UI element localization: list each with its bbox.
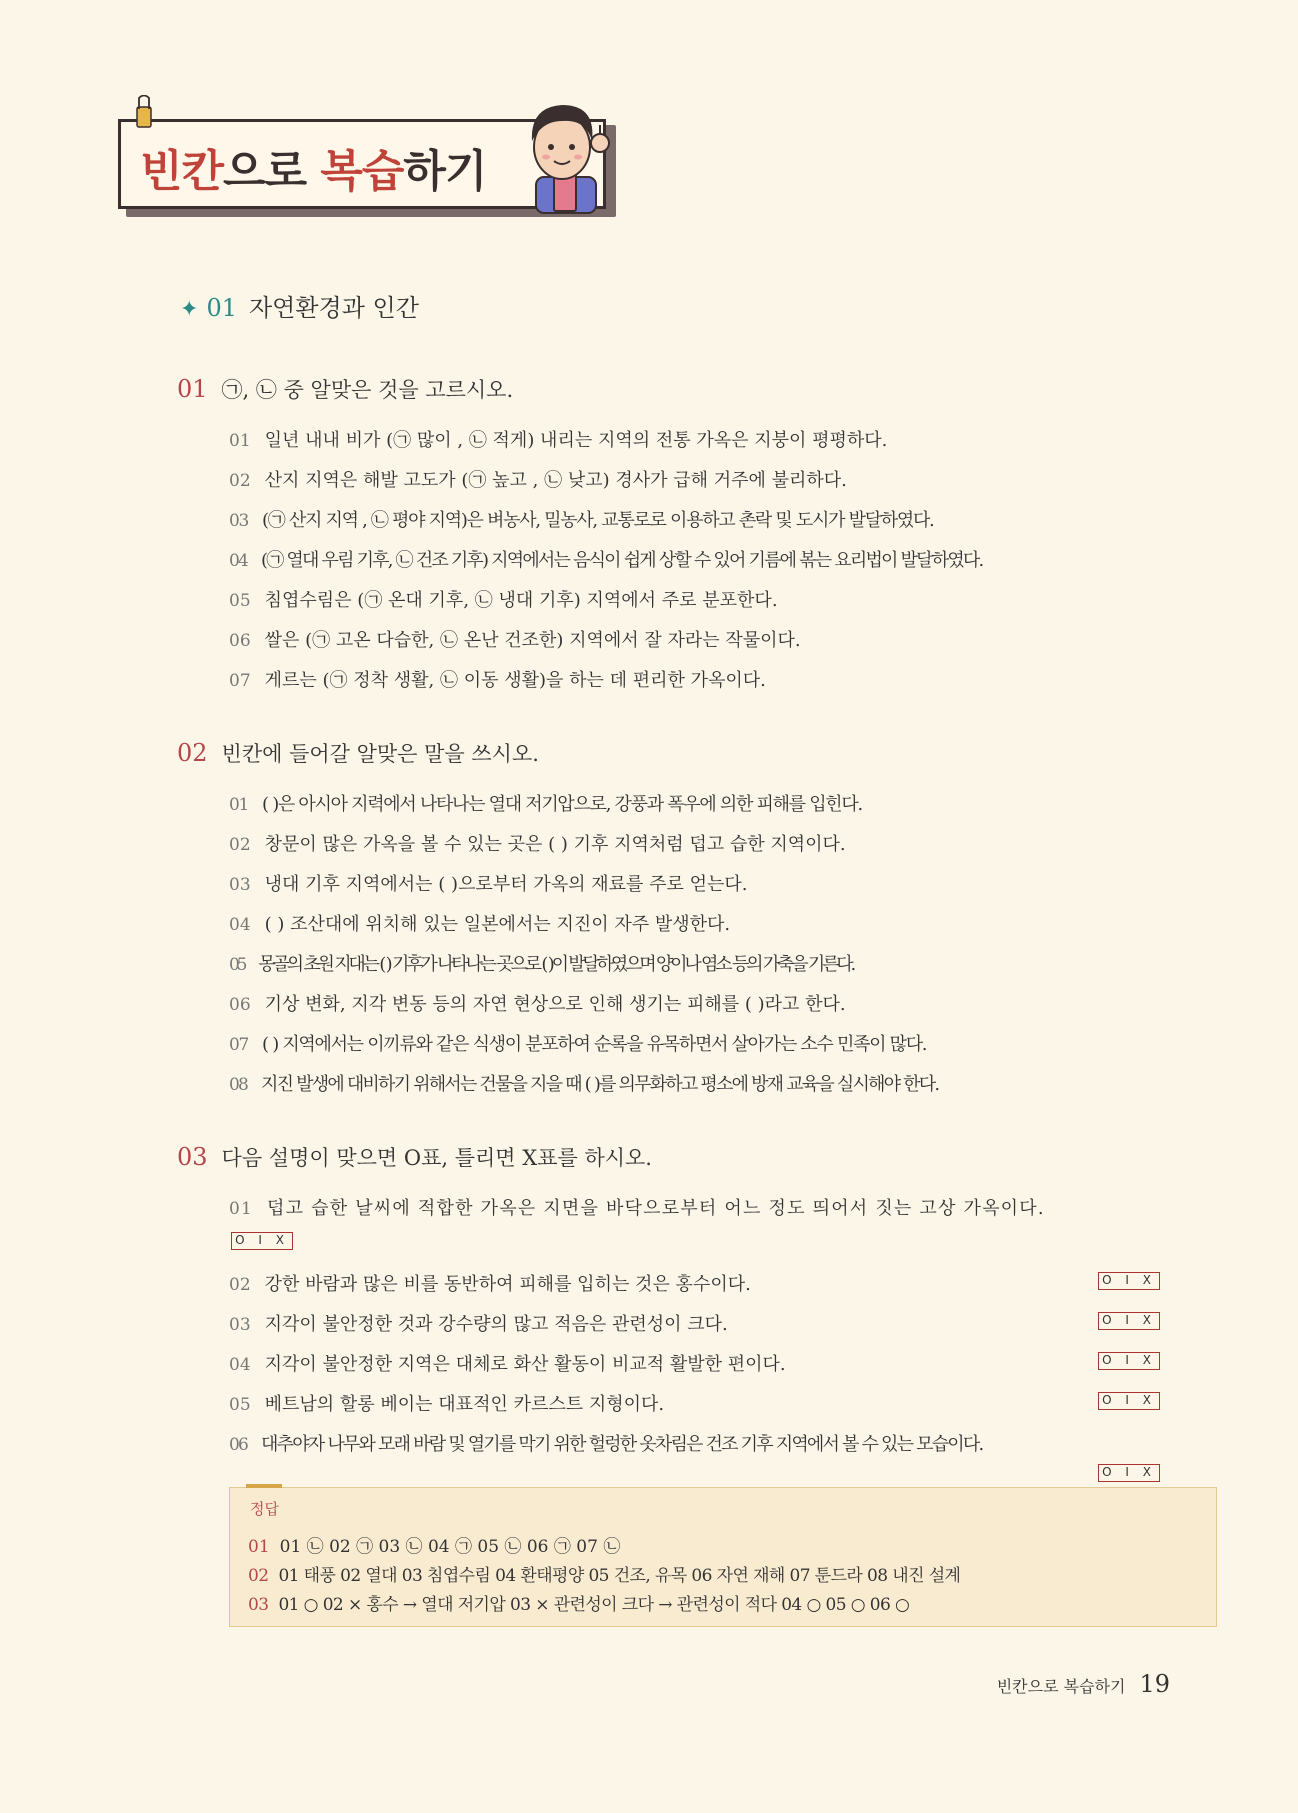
item-text: 게르는 (㉠ 정착 생활, ㉡ 이동 생활)을 하는 데 편리한 가옥이다. xyxy=(264,670,766,691)
answer-key-box xyxy=(229,1487,1217,1627)
item-text: (㉠ 산지 지역 , ㉡ 평야 지역)은 벼농사, 밀농사, 교통로로 이용하고 촌락 및 도시가 발달하였다. xyxy=(262,510,934,531)
section-number: 01 xyxy=(206,294,237,322)
q1-item-01 xyxy=(229,426,1169,452)
ox-answer-box-03[interactable]: O I X xyxy=(1098,1312,1160,1330)
q2-item-06 xyxy=(229,990,1169,1016)
item-text: (㉠ 열대 우림 기후, ㉡ 건조 기후) 지역에서는 음식이 쉽게 상할 수 있어 기름에 볶는 요리법이 발달하였다. xyxy=(261,550,983,571)
item-text: 베트남의 할롱 베이는 대표적인 카르스트 지형이다. xyxy=(264,1394,665,1415)
item-text: ( ) 지역에서는 이끼류와 같은 식생이 분포하여 순록을 유목하면서 살아가는 소수 민족이 많다. xyxy=(262,1034,927,1055)
item-number: 02 xyxy=(229,1275,251,1295)
ox-answer-box-04[interactable]: O I X xyxy=(1098,1352,1160,1370)
item-number: 04 xyxy=(229,915,251,935)
q3-item-01 xyxy=(229,1194,1169,1220)
q3-item-04 xyxy=(229,1350,1169,1376)
item-text: 지진 발생에 대비하기 위해서는 건물을 지을 때 ( )를 의무화하고 평소에 방재 교육을 실시해야 한다. xyxy=(261,1074,939,1095)
section-title: 자연환경과 인간 xyxy=(248,294,419,322)
q2-item-04 xyxy=(229,910,1169,936)
sparkle-icon: ✦ xyxy=(180,297,199,322)
answer-row-number: 03 xyxy=(248,1595,269,1615)
item-number: 06 xyxy=(229,631,251,651)
question-prompt: ㉠, ㉡ 중 알맞은 것을 고르시오. xyxy=(221,378,514,402)
item-number: 02 xyxy=(229,471,251,491)
q3-item-02 xyxy=(229,1270,1169,1296)
item-number: 01 xyxy=(229,431,251,451)
item-number: 01 xyxy=(229,795,249,815)
page-footer xyxy=(997,1670,1170,1698)
question-number: 02 xyxy=(177,739,208,767)
q3-item-03 xyxy=(229,1310,1169,1336)
ox-answer-box-02[interactable]: O I X xyxy=(1098,1272,1160,1290)
item-number: 05 xyxy=(229,1395,251,1415)
answer-row-text: 01 ○ 02 × 홍수 → 열대 저기압 03 × 관련성이 크다 → 관련성이 적다 04 ○ 05 ○ 06 ○ xyxy=(278,1595,910,1615)
item-number: 06 xyxy=(229,995,251,1015)
q1-item-07 xyxy=(229,666,1169,692)
item-text: 냉대 기후 지역에서는 ( )으로부터 가옥의 재료를 주로 얻는다. xyxy=(264,874,748,895)
question-2-title xyxy=(177,738,539,768)
item-number: 06 xyxy=(229,1435,248,1455)
title-part-2: 으로 xyxy=(223,146,321,197)
question-3-title xyxy=(177,1142,652,1172)
page-number: 19 xyxy=(1139,1670,1170,1698)
item-number: 08 xyxy=(229,1075,248,1095)
section-heading xyxy=(180,288,419,323)
item-number: 03 xyxy=(229,511,249,531)
title-part-4: 하기 xyxy=(403,146,487,197)
item-text: 지각이 불안정한 지역은 대체로 화산 활동이 비교적 활발한 편이다. xyxy=(264,1354,786,1375)
item-number: 03 xyxy=(229,1315,251,1335)
item-text: 산지 지역은 해발 고도가 (㉠ 높고 , ㉡ 낮고) 경사가 급해 거주에 불리하다. xyxy=(264,470,847,491)
item-number: 04 xyxy=(229,551,248,571)
item-text: 대추야자 나무와 모래 바람 및 열기를 막기 위한 헐렁한 옷차림은 건조 기후 지역에서 볼 수 있는 모습이다. xyxy=(261,1434,983,1455)
item-text: 덥고 습한 날씨에 적합한 가옥은 지면을 바닥으로부터 어느 정도 띄어서 짓는 고상 가옥이다. xyxy=(267,1198,1045,1219)
q2-item-03 xyxy=(229,870,1169,896)
item-text: 강한 바람과 많은 비를 동반하여 피해를 입히는 것은 홍수이다. xyxy=(264,1274,751,1295)
item-text: 침엽수림은 (㉠ 온대 기후, ㉡ 냉대 기후) 지역에서 주로 분포한다. xyxy=(264,590,778,611)
ox-answer-box-06[interactable]: O I X xyxy=(1098,1464,1160,1482)
answer-row-1 xyxy=(248,1532,620,1557)
q1-item-03 xyxy=(229,506,1169,532)
item-text: ( ) 조산대에 위치해 있는 일본에서는 지진이 자주 발생한다. xyxy=(264,914,731,935)
page-title xyxy=(140,135,486,199)
q3-item-05 xyxy=(229,1390,1169,1416)
answer-row-2 xyxy=(248,1561,960,1586)
item-text: 기상 변화, 지각 변동 등의 자연 현상으로 인해 생기는 피해를 ( )라고 한다. xyxy=(264,994,846,1015)
title-banner xyxy=(118,95,618,221)
answer-row-text: 01 ㉡ 02 ㉠ 03 ㉡ 04 ㉠ 05 ㉡ 06 ㉠ 07 ㉡ xyxy=(279,1537,621,1557)
title-part-1: 빈칸 xyxy=(140,146,224,197)
item-number: 05 xyxy=(229,955,245,975)
item-text: 몽골의 초원 지대는 ( ) 기후가 나타나는 곳으로 ( )이 발달하였으며 양이나 염소 등의 가축을 기른다. xyxy=(258,954,854,975)
q2-item-08 xyxy=(229,1070,1169,1096)
title-part-3: 복습 xyxy=(320,146,404,197)
question-number: 01 xyxy=(177,375,208,403)
q1-item-04 xyxy=(229,546,1169,572)
item-number: 07 xyxy=(229,671,251,691)
q2-item-01 xyxy=(229,790,1169,816)
q1-item-02 xyxy=(229,466,1169,492)
ox-answer-box-05[interactable]: O I X xyxy=(1098,1392,1160,1410)
q3-item-06 xyxy=(229,1430,1169,1456)
item-number: 07 xyxy=(229,1035,249,1055)
q2-item-05 xyxy=(229,950,1169,976)
q2-item-02 xyxy=(229,830,1169,856)
ox-answer-box-01[interactable]: O I X xyxy=(231,1232,293,1250)
footer-label: 빈칸으로 복습하기 xyxy=(996,1677,1126,1696)
answer-row-number: 01 xyxy=(248,1537,270,1557)
item-text: 지각이 불안정한 것과 강수량의 많고 적음은 관련성이 크다. xyxy=(264,1314,728,1335)
item-text: 쌀은 (㉠ 고온 다습한, ㉡ 온난 건조한) 지역에서 잘 자라는 작물이다. xyxy=(264,630,801,651)
answer-row-text: 01 태풍 02 열대 03 침엽수림 04 환태평양 05 건조, 유목 06 자연 재해 07 툰드라 08 내진 설계 xyxy=(278,1566,961,1586)
boy-character-illustration xyxy=(506,95,618,215)
q1-item-06 xyxy=(229,626,1169,652)
item-number: 02 xyxy=(229,835,251,855)
item-text: ( )은 아시아 지력에서 나타나는 열대 저기압으로, 강풍과 폭우에 의한 피해를 입힌다. xyxy=(262,794,862,815)
item-text: 창문이 많은 가옥을 볼 수 있는 곳은 ( ) 기후 지역처럼 덥고 습한 지역이다. xyxy=(264,834,846,855)
binder-clip-icon xyxy=(134,95,154,129)
q2-item-07 xyxy=(229,1030,1169,1056)
item-number: 04 xyxy=(229,1355,251,1375)
answer-row-number: 02 xyxy=(248,1566,269,1586)
item-number: 03 xyxy=(229,875,251,895)
q1-item-05 xyxy=(229,586,1169,612)
question-prompt: 빈칸에 들어갈 알맞은 말을 쓰시오. xyxy=(221,742,539,766)
answer-row-3 xyxy=(248,1590,909,1615)
item-number: 01 xyxy=(229,1199,254,1219)
item-number: 05 xyxy=(229,591,251,611)
item-text: 일년 내내 비가 (㉠ 많이 , ㉡ 적게) 내리는 지역의 전통 가옥은 지붕이 평평하다. xyxy=(264,430,888,451)
answer-label: 정답 xyxy=(250,1500,279,1518)
answer-tab-marker xyxy=(246,1484,282,1488)
question-prompt: 다음 설명이 맞으면 O표, 틀리면 X표를 하시오. xyxy=(221,1146,652,1170)
question-number: 03 xyxy=(177,1143,208,1171)
question-1-title xyxy=(177,374,513,404)
